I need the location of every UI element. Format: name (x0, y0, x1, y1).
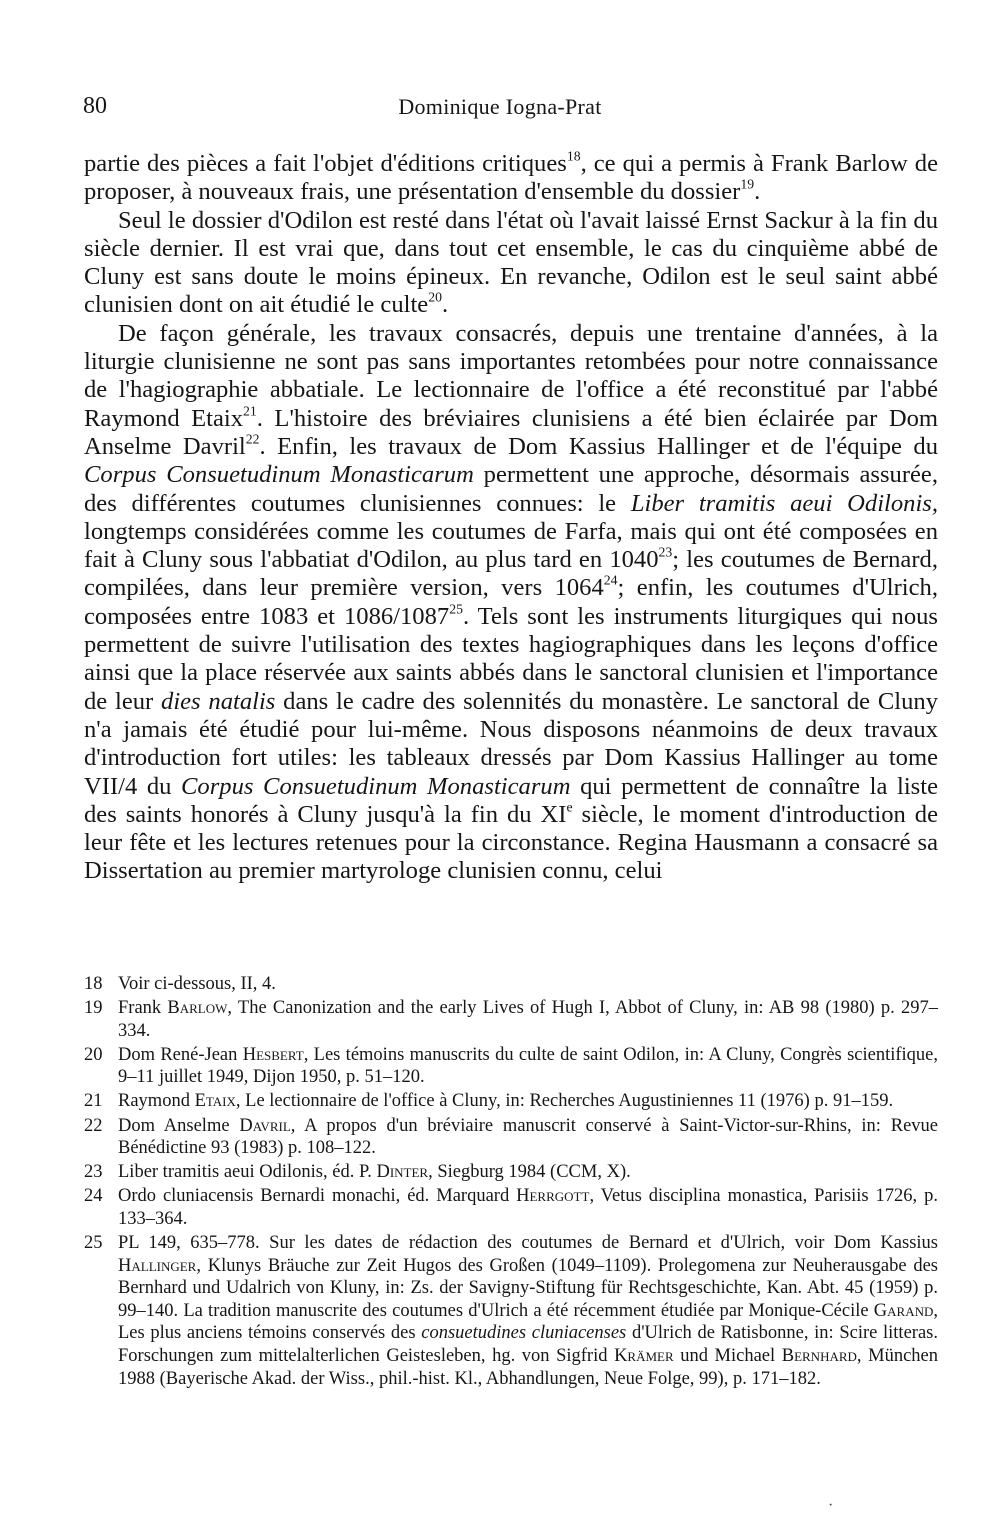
footnote-ref-20[interactable]: 20 (428, 290, 442, 306)
paragraph-2 (84, 207, 938, 320)
text-run: ; les coutumes de Bernard, compilées, dans leur première version, vers 1064 (84, 546, 938, 602)
footnote-text: d'Ulrich de Ratisbonne, in: Scire litteras. Forschungen zum mittelalterlichen Geistesleben, hg. von Sigfrid (118, 1323, 938, 1366)
text-run: dans le cadre des solennités du monastère. Le sanctoral de Cluny n'a jamais été étudié pour lui-même. Nous disposons néanmoins de deux travaux d'introduction fort utiles: les tableaux dressés par Dom Kassius Hallinger au tome VII/4 du (84, 687, 938, 800)
footnote-text: , Siegburg 1984 (CCM, X). (428, 1162, 631, 1183)
footnote-19 (84, 997, 938, 1042)
author-surname: Hallinger (118, 1255, 197, 1276)
author-surname: Bernhard (781, 1346, 857, 1366)
footnote-text: und Michael (673, 1346, 782, 1366)
text-run: . (754, 178, 761, 206)
text-run: , ce qui a permis à Frank Barlow de proposer, à nouveaux frais, une présentation d'ensemble du dossier (84, 150, 938, 206)
footnote-25 (84, 1232, 938, 1390)
author-surname: Herrgott (516, 1186, 590, 1207)
footnote-text: Dom René-Jean (118, 1044, 243, 1065)
text-run: . Enfin, les travaux de Dom Kassius Hallinger et de l'équipe du (259, 432, 938, 460)
footnote-text: , The Canonization and the early Lives of Hugh I, Abbot of Cluny, in: AB 98 (1980) p. 297–334. (118, 998, 938, 1041)
paragraph-3 (84, 320, 938, 886)
text-run: Seul le dossier d'Odilon est resté dans l'état où l'avait laissé Ernst Sackur à la fin du siècle dernier. Il est vrai que, dans tout cet ensemble, le cas du cinquième abbé de Cluny est sans doute le moins épineux. En revanche, Odilon est le seul saint abbé clunisien dont on ait étudié le culte (84, 206, 938, 319)
italic-title: Liber tramitis aeui Odilonis, (630, 489, 939, 517)
text-run: De façon générale, les travaux consacrés, depuis une trentaine d'années, à la liturgie clunisienne ne sont pas sans importantes retombées pour notre connaissance de l'hagiographie abbatiale. Le lectionnaire de l'office a été reconstitué par l'abbé Raymond Etaix (84, 319, 938, 432)
footnote-number: 23 (84, 1162, 103, 1183)
footnote-number: 20 (84, 1044, 103, 1065)
italic-term: consuetudines cluniacenses (421, 1323, 627, 1344)
scan-speck: · (828, 1497, 834, 1514)
footnote-text: Voir ci-dessous, II, 4. (118, 974, 276, 994)
footnote-22 (84, 1115, 938, 1160)
text-run: partie des pièces a fait l'objet d'éditions critiques (84, 150, 567, 177)
footnote-ref-22[interactable]: 22 (245, 431, 260, 447)
text-run: permettent une approche, désormais assurée, des différentes coutumes clunisiennes connues: le (84, 461, 938, 517)
main-text (84, 150, 938, 886)
footnote-text: Frank (118, 998, 168, 1019)
footnote-text: PL 149, 635–778. Sur les dates de rédaction des coutumes de Bernard et d'Ulrich, voir Dom Kassius (118, 1233, 938, 1254)
author-surname: Krämer (614, 1346, 674, 1366)
text-run: . Tels sont les instruments liturgiques qui nous permettent de suivre l'utilisation des textes hagiographiques dans les leçons d'office ainsi que la place réservée aux saints abbés dans le sanctoral clunisien et l'importance de leur (84, 602, 938, 715)
text-run: . (441, 291, 449, 319)
footnote-text: , Le lectionnaire de l'office à Cluny, in: Recherches Augustiniennes 11 (1976) p. 91–159. (235, 1091, 894, 1112)
superscript-e: e (566, 799, 573, 815)
footnote-24 (84, 1185, 938, 1230)
footnote-21 (84, 1090, 938, 1113)
footnote-number: 18 (84, 974, 103, 994)
text-run: qui permettent de connaître la liste des saints honorés à Cluny jusqu'à la fin du XI (84, 772, 938, 828)
paragraph-1 (84, 150, 938, 207)
footnote-ref-24[interactable]: 24 (603, 573, 618, 589)
footnote-text: , Vetus disciplina monastica, Parisiis 1726, p. 133–364. (118, 1186, 938, 1229)
author-surname: Barlow (167, 998, 228, 1019)
footnote-number: 19 (84, 998, 103, 1019)
italic-title: Corpus Consuetudinum Monasticarum (84, 461, 474, 489)
footnote-ref-25[interactable]: 25 (449, 601, 463, 617)
page-number: 80 (83, 93, 107, 119)
author-surname: Garand (873, 1300, 934, 1321)
italic-title: Corpus Consuetudinum Monasticarum (181, 772, 571, 800)
footnote-text: , Les plus anciens témoins conservés des (118, 1300, 938, 1344)
text-run: siècle, le moment d'introduction de leur fête et les lectures retenues pour la circonstance. Regina Hausmann a consacré sa Dissertation au premier martyrologe clunisien connu, celui (84, 800, 938, 885)
author-surname: Etaix (194, 1091, 236, 1112)
footnote-text: , München 1988 (Bayerische Akad. der Wiss., phil.-hist. Kl., Abhandlungen, Neue Folge, 99), p. 171–182. (118, 1346, 938, 1389)
italic-term: dies natalis (161, 687, 276, 715)
footnote-text: , Klunys Bräuche zur Zeit Hugos des Großen (1049–1109). Prolegomena zur Neuherausgabe des Bernhard und Udalrich von Kluny, in: Zs. der Savigny-Stiftung für Rechtsgeschichte, Kan. Abt. 45 (1959) p. 99–140. La tradition manuscrite des coutumes d'Ulrich a été récemment étudiée par Monique-Cécile (118, 1255, 938, 1321)
footnote-text: , Les témoins manuscrits du culte de saint Odilon, in: A Cluny, Congrès scientifique, 9–11 juillet 1949, Dijon 1950, p. 51–120. (118, 1044, 938, 1088)
author-surname: Dinter (376, 1162, 429, 1183)
footnote-text: Raymond (118, 1091, 195, 1112)
footnote-text: Liber tramitis aeui Odilonis, éd. P. (118, 1162, 377, 1183)
footnote-ref-19[interactable]: 19 (740, 176, 755, 192)
footnote-20 (84, 1044, 938, 1089)
author-surname: Davril (239, 1115, 291, 1136)
footnote-23 (84, 1161, 938, 1184)
footnote-number: 24 (84, 1186, 103, 1207)
footnote-ref-23[interactable]: 23 (658, 544, 673, 560)
footnote-18 (84, 973, 938, 996)
footnote-text: , A propos d'un bréviaire manuscrit conservé à Saint-Victor-sur-Rhins, in: Revue Bénédictine 93 (1983) p. 108–122. (118, 1115, 938, 1159)
text-run: longtemps considérées comme les coutumes de Farfa, mais qui ont été composées en fait à Cluny sous l'abbatiat d'Odilon, au plus tard en 1040 (84, 517, 938, 574)
footnote-ref-21[interactable]: 21 (243, 403, 257, 419)
footnote-text: Ordo cluniacensis Bernardi monachi, éd. Marquard (118, 1186, 517, 1207)
text-run: . L'histoire des bréviaires clunisiens a été bien éclairée par Dom Anselme Davril (84, 404, 939, 460)
author-surname: Hesbert (242, 1044, 304, 1065)
text-run: ; enfin, les coutumes d'Ulrich, composées entre 1083 et 1086/1087 (84, 574, 938, 630)
footnotes (84, 973, 938, 1392)
footnote-number: 25 (84, 1233, 103, 1254)
footnote-number: 22 (84, 1115, 103, 1136)
footnote-text: Dom Anselme (118, 1115, 240, 1136)
running-title: Dominique Iogna-Prat (398, 94, 602, 119)
footnote-number: 21 (84, 1091, 103, 1112)
footnote-ref-18[interactable]: 18 (566, 148, 581, 164)
